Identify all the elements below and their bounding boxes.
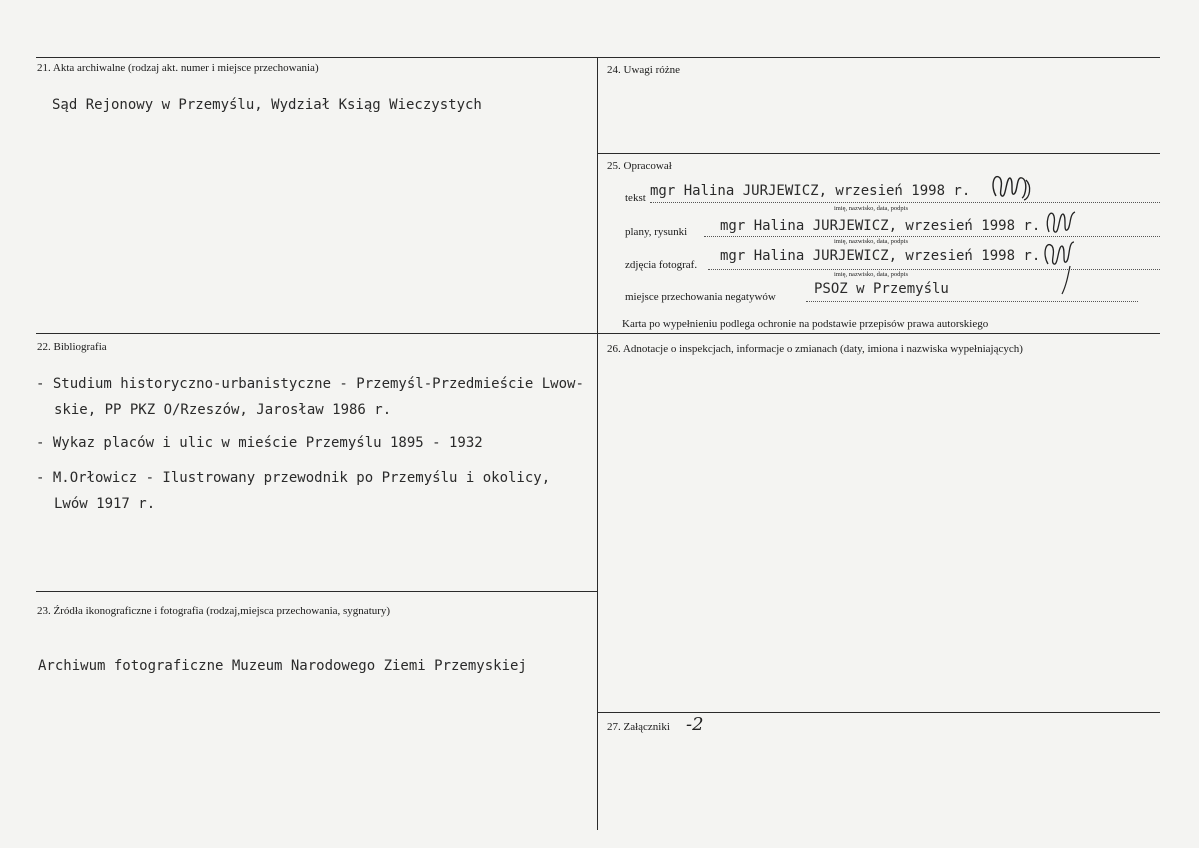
negatives-value: PSOZ w Przemyślu bbox=[814, 281, 949, 297]
prepared-text-caption: imię, nazwisko, data, podpis bbox=[834, 205, 909, 212]
bibliography-item: - Wykaz placów i ulic w mieście Przemyślu 1895 - 1932 bbox=[36, 435, 483, 451]
field-27-label: 27. Załączniki bbox=[607, 721, 670, 733]
field-21-label: 21. Akta archiwalne (rodzaj akt. numer i miejsce przechowania) bbox=[37, 62, 319, 74]
rule-middle bbox=[36, 333, 1160, 334]
rule-22-23 bbox=[36, 591, 597, 592]
prepared-plans-value: mgr Halina JURJEWICZ, wrzesień 1998 r. bbox=[720, 218, 1041, 234]
rule-24-25 bbox=[597, 153, 1160, 154]
prepared-photos-caption: imię, nazwisko, data, podpis bbox=[834, 271, 909, 278]
attachments-count: -2 bbox=[686, 714, 704, 735]
negatives-dots bbox=[806, 300, 1138, 302]
field-22-label: 22. Bibliografia bbox=[37, 341, 107, 353]
prepared-text-label: tekst bbox=[625, 192, 646, 204]
prepared-plans-caption: imię, nazwisko, data, podpis bbox=[834, 238, 909, 245]
bibliography-item: - Studium historyczno-urbanistyczne - Przemyśl-Przedmieście Lwow- bbox=[36, 376, 584, 392]
prepared-photos-dots bbox=[708, 268, 1160, 270]
field-21-value: Sąd Rejonowy w Przemyślu, Wydział Ksiąg Wieczystych bbox=[52, 97, 482, 113]
rule-center bbox=[597, 57, 598, 830]
prepared-photos-value: mgr Halina JURJEWICZ, wrzesień 1998 r. bbox=[720, 248, 1041, 264]
field-25-label: 25. Opracował bbox=[607, 160, 672, 172]
field-24-label: 24. Uwagi różne bbox=[607, 64, 681, 76]
rule-top bbox=[36, 57, 1160, 58]
prepared-photos-label: zdjęcia fotograf. bbox=[625, 259, 698, 271]
prepared-text-dots bbox=[650, 201, 1160, 203]
bibliography-item-continued: skie, PP PKZ O/Rzeszów, Jarosław 1986 r. bbox=[54, 402, 392, 418]
prepared-plans-dots bbox=[704, 235, 1160, 237]
signature-icon bbox=[1040, 228, 1080, 298]
field-23-label: 23. Źródła ikonograficzne i fotografia (rodzaj,miejsca przechowania, sygnatury) bbox=[37, 605, 391, 617]
prepared-text-value: mgr Halina JURJEWICZ, wrzesień 1998 r. bbox=[650, 183, 971, 199]
rule-26-27 bbox=[597, 712, 1160, 713]
field-26-label: 26. Adnotacje o inspekcjach, informacje o zmianach (daty, imiona i nazwiska wypełniających) bbox=[607, 343, 1023, 355]
copyright-note: Karta po wypełnieniu podlega ochronie na podstawie przepisów prawa autorskiego bbox=[622, 318, 989, 330]
negatives-label: miejsce przechowania negatywów bbox=[625, 291, 776, 303]
signature-icon bbox=[988, 168, 1038, 204]
bibliography-item-continued: Lwów 1917 r. bbox=[54, 496, 156, 512]
prepared-plans-label: plany, rysunki bbox=[625, 226, 688, 238]
field-23-value: Archiwum fotograficzne Muzeum Narodowego Ziemi Przemyskiej bbox=[38, 658, 527, 674]
bibliography-item: - M.Orłowicz - Ilustrowany przewodnik po Przemyślu i okolicy, bbox=[36, 470, 551, 486]
